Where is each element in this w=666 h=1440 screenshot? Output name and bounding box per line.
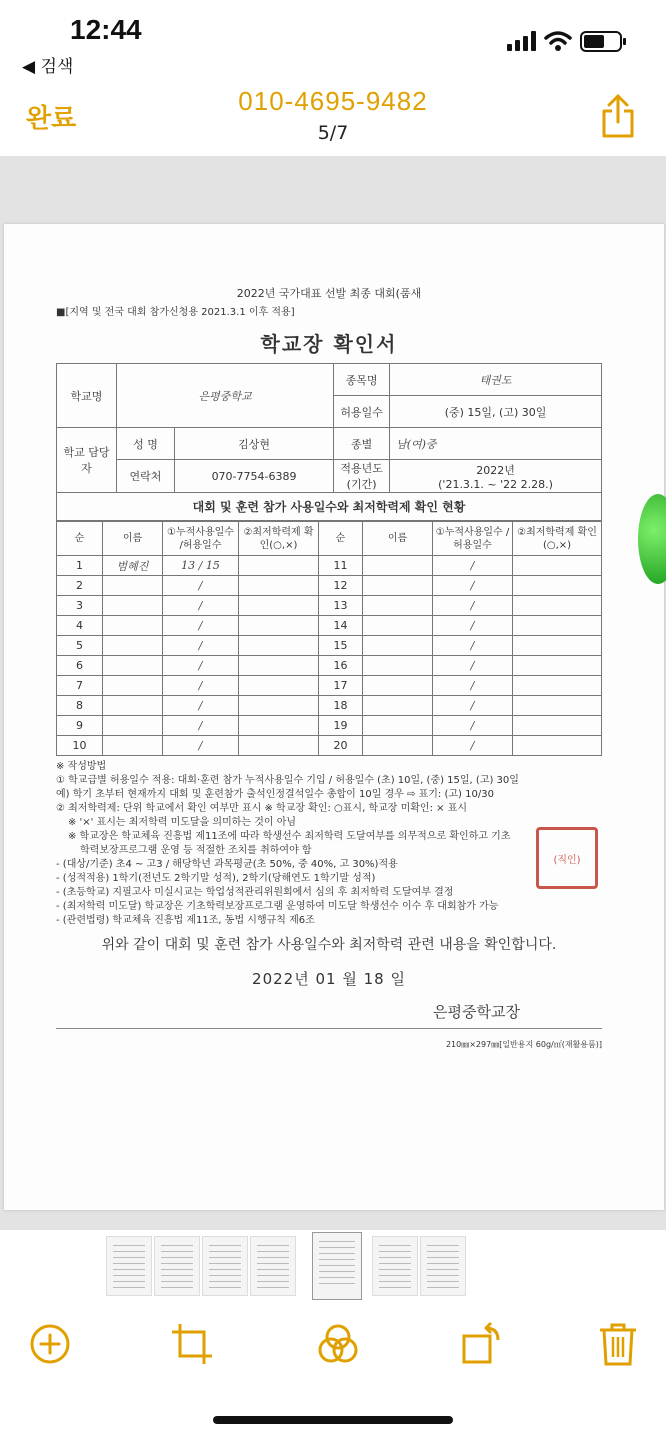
instruction-line: ※ 작성방법 xyxy=(56,761,107,772)
row-name xyxy=(103,576,163,596)
row-name xyxy=(103,696,163,716)
row-name xyxy=(363,716,433,736)
page-thumbnail[interactable] xyxy=(154,1236,200,1296)
wifi-icon xyxy=(544,30,572,52)
confirmation-text: 위와 같이 대회 및 훈련 참가 사용일수와 최저학력 관련 내용을 확인합니다. xyxy=(101,937,557,953)
row-no: 11 xyxy=(319,556,363,576)
instruction-line: - (대상/기준) 초4 ~ 고3 / 해당학년 과목평균(초 50%, 중 40%, 고 30%)적용 xyxy=(56,859,398,870)
home-indicator[interactable] xyxy=(213,1416,453,1424)
page-thumbnail[interactable] xyxy=(250,1236,296,1296)
instruction-line: - (관련법령) 학교체육 진흥법 제11조, 동법 시행규칙 제6조 xyxy=(56,915,315,926)
row-no: 5 xyxy=(57,636,103,656)
row-name xyxy=(103,676,163,696)
table-row xyxy=(57,616,602,636)
instruction-line: - (성적적용) 1학기(전년도 2학기말 성적), 2학기(당해연도 1학기말 성적) xyxy=(56,873,376,884)
row-name xyxy=(363,616,433,636)
row-no: 9 xyxy=(57,716,103,736)
gender-label: 종별 xyxy=(334,428,390,460)
row-days: / xyxy=(163,696,239,716)
row-check xyxy=(513,676,602,696)
done-button[interactable]: 완료 xyxy=(26,104,77,134)
row-check xyxy=(239,636,319,656)
instruction-line: ※ 학교장은 학교체육 진흥법 제11조에 따라 학생선수 최저학력 도달여부를 의무적으로 확인하고 기초 xyxy=(68,831,511,842)
row-name xyxy=(363,676,433,696)
row-days: / xyxy=(433,636,513,656)
row-check xyxy=(239,736,319,756)
row-check xyxy=(513,596,602,616)
page-thumbnail[interactable] xyxy=(372,1236,418,1296)
row-days: / xyxy=(433,736,513,756)
header-name: 이름 xyxy=(363,522,433,556)
row-name xyxy=(103,616,163,636)
instruction-line: 학력보장프로그램 운영 등 적절한 조치를 취하여야 함 xyxy=(80,845,312,856)
instruction-line: ② 최저학력제: 단위 학교에서 확인 여부만 표시 ※ 학교장 확인: ○표시, 학교장 미확인: × 표시 xyxy=(56,803,468,814)
participation-table xyxy=(56,521,602,756)
row-no: 1 xyxy=(57,556,103,576)
row-check xyxy=(239,656,319,676)
share-icon[interactable] xyxy=(600,94,636,138)
row-check xyxy=(513,616,602,636)
school-value: 은평중학교 xyxy=(117,364,334,428)
allow-value: (중) 15일, (고) 30일 xyxy=(390,396,602,428)
doc-subheader: ■[지역 및 전국 대회 참가신청용 2021.3.1 이후 적용] xyxy=(56,307,295,318)
battery-icon xyxy=(580,31,622,52)
row-days: / xyxy=(433,616,513,636)
table-row xyxy=(57,556,602,576)
event-label: 종목명 xyxy=(334,364,390,396)
row-no: 7 xyxy=(57,676,103,696)
name-label: 성 명 xyxy=(117,428,175,460)
principal-name xyxy=(56,1001,602,1022)
table-row xyxy=(57,716,602,736)
row-name xyxy=(103,716,163,736)
row-days: / xyxy=(163,736,239,756)
row-name xyxy=(363,736,433,756)
row-check xyxy=(239,596,319,616)
row-name xyxy=(363,656,433,676)
crop-icon[interactable] xyxy=(170,1322,214,1366)
row-days: / xyxy=(163,576,239,596)
instruction-line: ① 학교급별 허용일수 적용: 대회·훈련 참가 누적사용일수 기입 / 허용일수 (초) 10일, (중) 15일, (고) 30일 xyxy=(56,775,519,786)
header-name: 이름 xyxy=(103,522,163,556)
row-name xyxy=(103,656,163,676)
row-no: 4 xyxy=(57,616,103,636)
row-days: 13 / 15 xyxy=(163,556,239,576)
row-check xyxy=(239,676,319,696)
doc-title: 학교장 확인서 xyxy=(260,332,398,356)
filter-icon[interactable] xyxy=(316,1322,360,1366)
allow-label: 허용일수 xyxy=(334,396,390,428)
page-thumbnail[interactable] xyxy=(106,1236,152,1296)
bottom-toolbar xyxy=(0,1302,666,1392)
header-days: ①누적사용일수 /허용일수 xyxy=(433,522,513,556)
row-days: / xyxy=(163,716,239,736)
status-time: 12:44 xyxy=(70,14,142,45)
table-row xyxy=(57,656,602,676)
year-value: 2022년 xyxy=(476,463,515,477)
table-row xyxy=(57,596,602,616)
row-no: 15 xyxy=(319,636,363,656)
row-no: 8 xyxy=(57,696,103,716)
row-name xyxy=(363,576,433,596)
row-days: / xyxy=(163,596,239,616)
section-title: 대회 및 훈련 참가 사용일수와 최저학력제 확인 현황 xyxy=(56,493,602,521)
principal-title: 은평중학교장 xyxy=(433,1003,520,1021)
school-info-table xyxy=(56,363,602,493)
trash-icon[interactable] xyxy=(596,1322,640,1366)
certificate-document xyxy=(56,285,602,1050)
doc-header-line: 2022년 국가대표 선발 최종 대회(품새 xyxy=(236,287,422,300)
row-days: / xyxy=(163,676,239,696)
status-bar xyxy=(0,0,666,80)
row-no: 14 xyxy=(319,616,363,636)
page-counter: 5/7 xyxy=(317,122,349,144)
row-no: 12 xyxy=(319,576,363,596)
row-name xyxy=(363,696,433,716)
issue-date: 2022년 01 월 18 일 xyxy=(252,970,406,988)
nav-title: 010-4695-9482 xyxy=(238,86,428,116)
table-row xyxy=(57,736,602,756)
row-check xyxy=(239,696,319,716)
official-seal xyxy=(536,827,598,889)
page-thumbnail[interactable] xyxy=(420,1236,466,1296)
row-no: 13 xyxy=(319,596,363,616)
row-check xyxy=(513,636,602,656)
instruction-line: - (초등학교) 지필고사 미실시교는 학업성적관리위원회에서 심의 후 최저학력 도달여부 결정 xyxy=(56,887,454,898)
row-no: 17 xyxy=(319,676,363,696)
row-no: 3 xyxy=(57,596,103,616)
row-days: / xyxy=(433,576,513,596)
row-check xyxy=(513,556,602,576)
page-thumbnail[interactable] xyxy=(312,1232,362,1300)
row-no: 6 xyxy=(57,656,103,676)
table-row xyxy=(57,676,602,696)
row-name xyxy=(363,636,433,656)
row-check xyxy=(513,656,602,676)
row-check xyxy=(513,736,602,756)
phone-label: 연락처 xyxy=(117,460,175,493)
page-thumbnails xyxy=(0,1230,666,1302)
row-name xyxy=(363,596,433,616)
status-icons xyxy=(507,30,622,52)
row-check xyxy=(239,616,319,636)
doc-divider xyxy=(56,1028,602,1029)
header-days: ①누적사용일수 /허용일수 xyxy=(163,522,239,556)
gender-value: 남(여)중 xyxy=(390,428,602,460)
row-check xyxy=(239,576,319,596)
instruction-line: 예) 학기 초부터 현재까지 대회 및 훈련참가 출석인정결석일수 총합이 10일 경우 ⇨ 표기: (고) 10/30 xyxy=(56,789,494,800)
header-check: ②최저학력제 확인(○,×) xyxy=(239,522,319,556)
nav-bar xyxy=(0,80,666,156)
row-days: / xyxy=(433,556,513,576)
header-no: 순 xyxy=(319,522,363,556)
instruction-line: ※ '×' 표시는 최저학력 미도달을 의미하는 것이 아님 xyxy=(68,817,297,828)
row-days: / xyxy=(163,636,239,656)
row-no: 20 xyxy=(319,736,363,756)
row-no: 10 xyxy=(57,736,103,756)
row-name xyxy=(103,596,163,616)
year-range: ('21.3.1. ~ '22 2.28.) xyxy=(438,477,553,491)
rotate-icon[interactable] xyxy=(460,1322,504,1366)
paper-spec: 210㎜×297㎜[일반용지 60g/㎡(재활용품)] xyxy=(445,1040,602,1049)
row-days: / xyxy=(163,616,239,636)
row-no: 16 xyxy=(319,656,363,676)
row-check xyxy=(239,556,319,576)
back-to-app-link[interactable]: ◀ 검색 xyxy=(22,57,74,77)
row-name xyxy=(103,736,163,756)
event-value: 태권도 xyxy=(390,364,602,396)
contact-label: 학교 담당자 xyxy=(57,428,117,493)
row-check xyxy=(513,716,602,736)
row-no: 18 xyxy=(319,696,363,716)
row-check xyxy=(513,576,602,596)
instruction-line: - (최저학력 미도달) 학교장은 기초학력보장프로그램 운영하여 미도달 학생선수 이수 후 대회참가 가능 xyxy=(56,901,499,912)
row-days: / xyxy=(433,656,513,676)
header-check: ②최저학력제 확인(○,×) xyxy=(513,522,602,556)
row-name xyxy=(363,556,433,576)
instructions xyxy=(56,760,602,928)
name-value: 김상현 xyxy=(175,428,334,460)
row-name: 범혜진 xyxy=(103,556,163,576)
row-days: / xyxy=(433,716,513,736)
row-days: / xyxy=(433,596,513,616)
table-row xyxy=(57,696,602,716)
table-row xyxy=(57,576,602,596)
row-check xyxy=(239,716,319,736)
row-days: / xyxy=(433,676,513,696)
phone-value: 070-7754-6389 xyxy=(175,460,334,493)
seal-label: (직인) xyxy=(553,854,581,866)
row-check xyxy=(513,696,602,716)
year-label: 적용년도 (기간) xyxy=(334,460,390,493)
year-cell xyxy=(390,460,602,493)
cellular-signal-icon xyxy=(507,31,536,51)
row-no: 2 xyxy=(57,576,103,596)
school-label: 학교명 xyxy=(57,364,117,428)
add-circle-icon[interactable] xyxy=(28,1322,72,1366)
green-object xyxy=(638,494,666,584)
page-thumbnail[interactable] xyxy=(202,1236,248,1296)
header-no: 순 xyxy=(57,522,103,556)
row-no: 19 xyxy=(319,716,363,736)
row-days: / xyxy=(433,696,513,716)
row-days: / xyxy=(163,656,239,676)
table-row xyxy=(57,636,602,656)
row-name xyxy=(103,636,163,656)
